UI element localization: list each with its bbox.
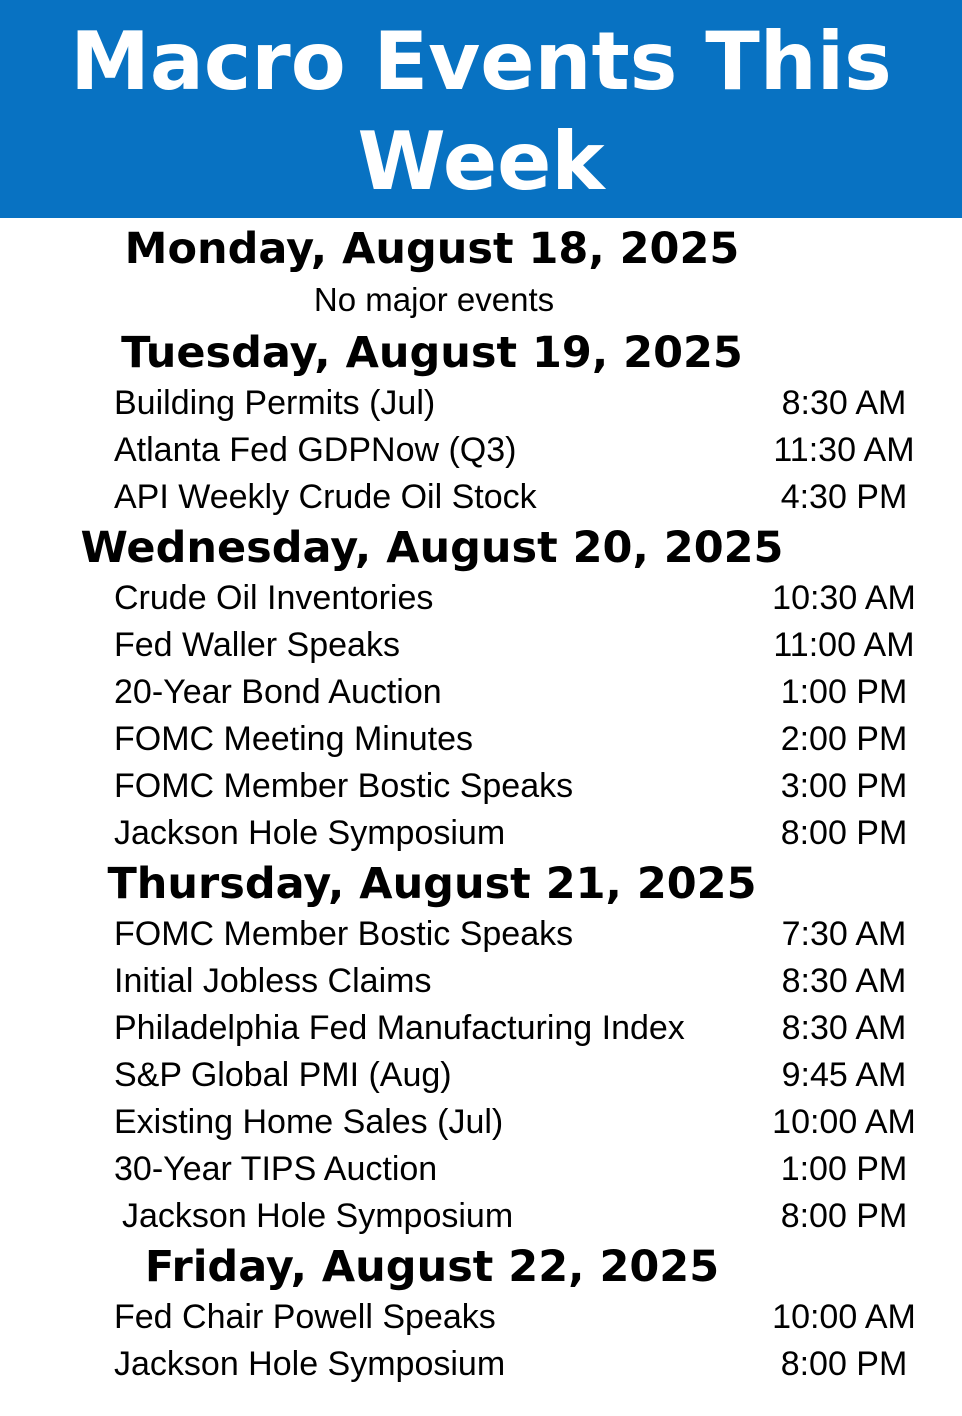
event-time: 8:30 AM [781, 384, 907, 422]
event-name: S&P Global PMI (Aug) [114, 1056, 452, 1094]
event-time: 10:30 AM [772, 579, 916, 617]
event-time: 3:00 PM [780, 767, 908, 805]
event-row [0, 958, 962, 1005]
event-name: API Weekly Crude Oil Stock [114, 478, 537, 516]
day-thursday [0, 857, 962, 1240]
event-name: Crude Oil Inventories [114, 579, 434, 617]
day-wednesday [0, 521, 962, 857]
event-name: FOMC Member Bostic Speaks [114, 915, 574, 953]
event-name: Jackson Hole Symposium [114, 814, 506, 852]
event-name: Initial Jobless Claims [114, 962, 432, 1000]
event-time: 11:00 AM [773, 626, 915, 664]
event-name: Atlanta Fed GDPNow (Q3) [114, 431, 517, 469]
event-name: Philadelphia Fed Manufacturing Index [114, 1009, 685, 1047]
event-row [0, 427, 962, 474]
event-time: 8:00 PM [780, 814, 908, 852]
event-time: 1:00 PM [780, 1150, 908, 1188]
event-row [0, 1052, 962, 1099]
event-row [0, 810, 962, 857]
event-time: 1:00 PM [780, 673, 908, 711]
event-name: FOMC Member Bostic Speaks [114, 767, 574, 805]
page-title-line-2: Week [357, 115, 605, 208]
event-time: 10:00 AM [772, 1103, 916, 1141]
event-name: 20-Year Bond Auction [114, 673, 442, 711]
event-row [0, 1341, 962, 1388]
page-title-line-1: Macro Events This [70, 15, 892, 108]
event-name: FOMC Meeting Minutes [114, 720, 473, 758]
event-row [0, 1294, 962, 1341]
event-time: 8:30 AM [781, 962, 907, 1000]
event-row [0, 1005, 962, 1052]
event-row [0, 474, 962, 521]
day-friday [0, 1240, 962, 1388]
day-tuesday [0, 326, 962, 521]
event-time: 4:30 PM [780, 478, 908, 516]
event-name: 30-Year TIPS Auction [114, 1150, 438, 1188]
page-title [0, 0, 962, 212]
no-events-note: No major events [313, 281, 555, 318]
event-row [0, 1193, 962, 1240]
event-row [0, 669, 962, 716]
event-name: Building Permits (Jul) [114, 384, 436, 422]
day-heading: Wednesday, August 20, 2025 [80, 523, 784, 573]
day-heading: Thursday, August 21, 2025 [107, 859, 757, 909]
event-time: 8:30 AM [781, 1009, 907, 1047]
event-name: Existing Home Sales (Jul) [114, 1103, 504, 1141]
header-banner [0, 0, 962, 218]
event-row [0, 911, 962, 958]
day-monday [0, 222, 962, 326]
event-time: 10:00 AM [772, 1298, 916, 1336]
event-row [0, 1146, 962, 1193]
event-row [0, 716, 962, 763]
event-time: 7:30 AM [781, 915, 907, 953]
event-name: Fed Waller Speaks [114, 626, 400, 664]
event-time: 2:00 PM [780, 720, 908, 758]
event-name: Jackson Hole Symposium [122, 1197, 514, 1235]
day-heading: Monday, August 18, 2025 [124, 224, 740, 274]
event-row [0, 763, 962, 810]
event-row [0, 1099, 962, 1146]
event-time: 9:45 AM [781, 1056, 907, 1094]
event-row [0, 380, 962, 427]
event-row [0, 575, 962, 622]
event-name: Fed Chair Powell Speaks [114, 1298, 496, 1336]
day-heading: Tuesday, August 19, 2025 [121, 328, 743, 378]
event-time: 8:00 PM [780, 1345, 908, 1383]
event-row [0, 622, 962, 669]
day-heading: Friday, August 22, 2025 [144, 1242, 720, 1292]
event-name: Jackson Hole Symposium [114, 1345, 506, 1383]
event-time: 8:00 PM [780, 1197, 908, 1235]
event-time: 11:30 AM [773, 431, 915, 469]
event-schedule [0, 222, 962, 1388]
